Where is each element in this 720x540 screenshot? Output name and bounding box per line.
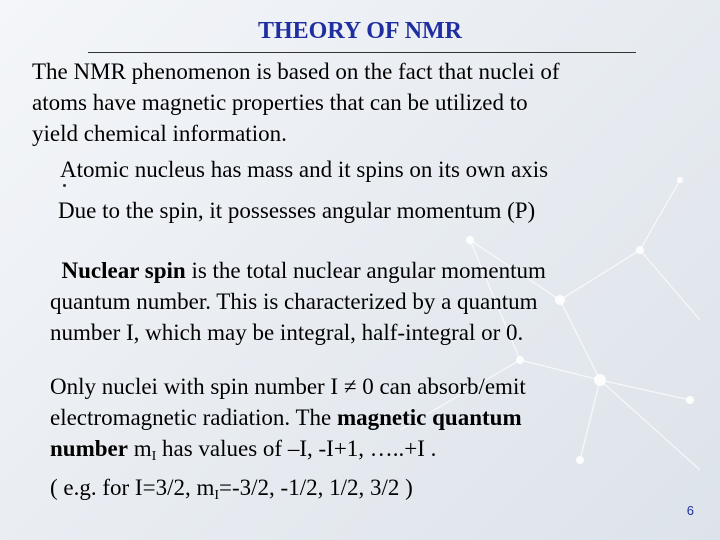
point-atomic-nucleus: Atomic nucleus has mass and it spins on its own axis	[60, 157, 549, 182]
title-underline	[88, 52, 636, 53]
magnetic-quantum-term: magnetic quantum	[336, 405, 522, 430]
intro-line: yield chemical information.	[32, 121, 287, 146]
nuclear-spin-paragraph: Nuclear spin is the total nuclear angular momentum quantum number. This is characterized by a quantum number I, which may be integral, half-integral or 0.	[50, 258, 546, 345]
page-number: 6	[686, 503, 694, 518]
small-dot	[63, 184, 66, 187]
slide-title: THEORY OF NMR	[257, 18, 463, 44]
magnetic-quantum-paragraph: Only nuclei with spin number I ≠ 0 can absorb/emit electromagnetic radiation. The magnetic quantum number $m_I$ has values of –I, -I+1, …..+I . ( e.g. for I=3/2, $m_I=-3/2$, -1/2, 1/2, 3/2 )	[50, 374, 526, 503]
intro-paragraph	[32, 56, 560, 149]
nuclear-spin-term: Nuclear spin	[61, 258, 186, 283]
point-angular-momentum: Due to the spin, it possesses angular momentum (P)	[58, 198, 536, 223]
intro-line: The NMR phenomenon is based on the fact that nuclei of	[32, 59, 560, 84]
intro-line: atoms have magnetic properties that can be utilized to	[32, 90, 528, 115]
